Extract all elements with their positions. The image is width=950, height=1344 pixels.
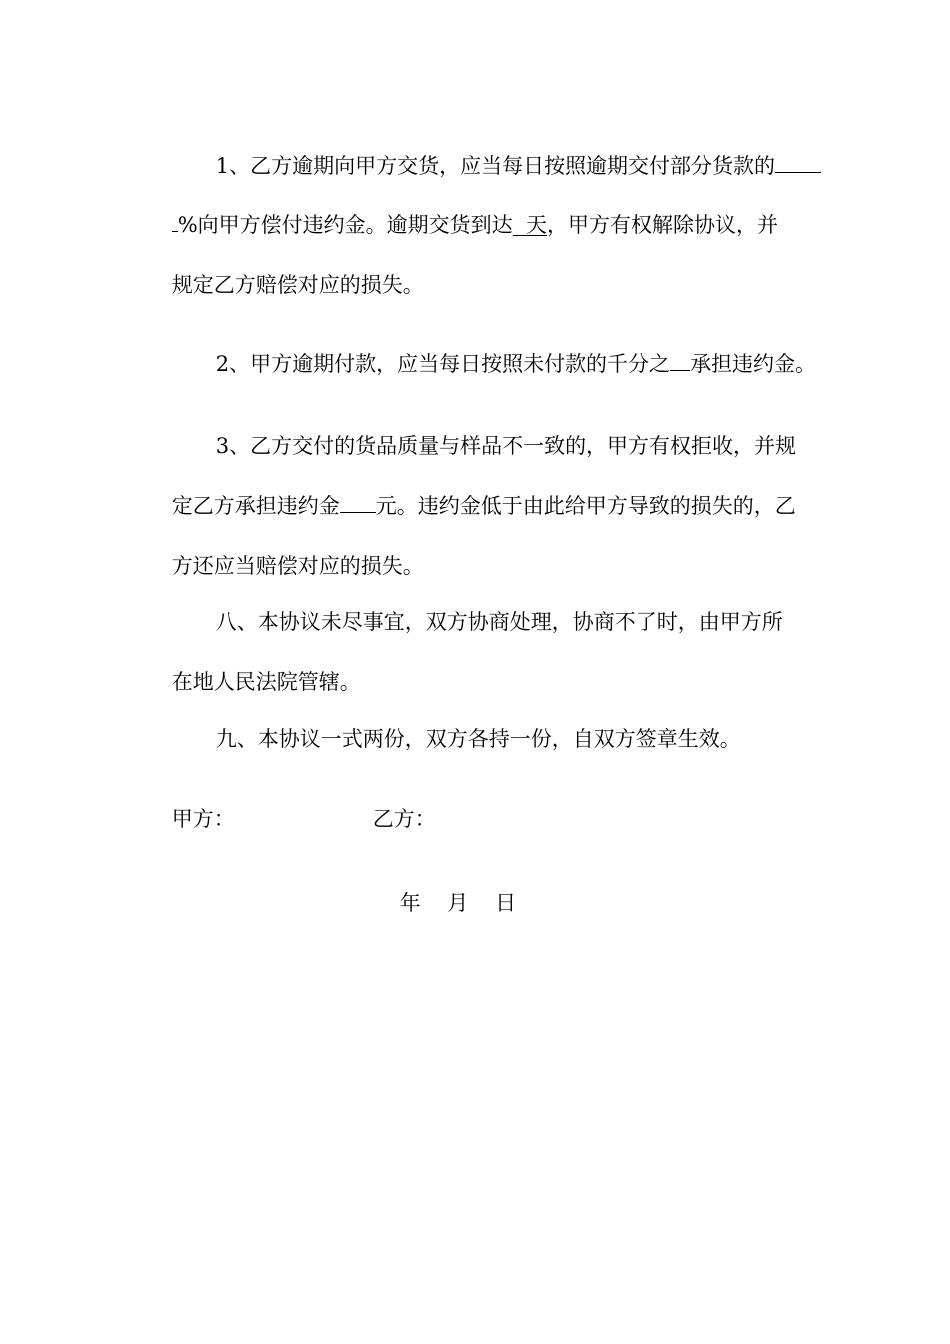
clause-9 xyxy=(189,697,741,751)
clause-1-line-1 xyxy=(189,124,821,178)
clause-2-text: 2、甲方逾期付款，应当每日按照未付款的千分之 xyxy=(215,352,671,376)
clause-1-line-2-text: %向甲方偿付违约金。逾期交货到达 xyxy=(177,213,513,237)
date-label: 年 月 日 xyxy=(399,891,517,915)
clause-9-text: 九、本协议一式两份，双方各持一份，自双方签章生效。 xyxy=(215,727,741,751)
clause-1-text: 1、乙方逾期向甲方交货，应当每日按照逾期交付部分货款的 xyxy=(215,154,776,178)
clause-3-line-3-text: 方还应当赔偿对应的损失。 xyxy=(171,554,424,578)
party-a-label: 甲方： xyxy=(171,807,235,831)
blank-penalty-amount xyxy=(340,492,376,513)
signing-date xyxy=(373,861,517,915)
clause-1-line-2-rest: ，甲方有权解除协议，并 xyxy=(547,213,779,237)
clause-3-line-2 xyxy=(145,464,796,518)
clause-8-text: 八、本协议未尽事宜，双方协商处理，协商不了时，由甲方所 xyxy=(215,610,783,634)
clause-3-line-2-text: 定乙方承担违约金 xyxy=(171,494,340,518)
clause-1-line-2 xyxy=(145,183,779,237)
clause-8-line-2 xyxy=(145,640,361,694)
clause-1-line-3 xyxy=(145,243,424,297)
blank-permille xyxy=(670,350,690,371)
clause-3-text: 3、乙方交付的货品质量与样品不一致的，甲方有权拒收，并规 xyxy=(215,434,797,458)
clause-3-line-2-rest: 元。违约金低于由此给甲方导致的损失的，乙 xyxy=(375,494,796,518)
party-a-signature-label xyxy=(145,777,235,831)
party-b-label: 乙方： xyxy=(372,807,436,831)
clause-3-line-3 xyxy=(145,524,424,578)
blank-percent xyxy=(775,152,821,173)
clause-2 xyxy=(189,322,817,376)
clause-2-rest: 承担违约金。 xyxy=(690,352,817,376)
clause-8-line-2-text: 在地人民法院管辖。 xyxy=(171,670,361,694)
clause-3-line-1 xyxy=(189,404,797,458)
clause-8-line-1 xyxy=(189,580,783,634)
party-b-signature-label xyxy=(346,777,436,831)
clause-1-line-3-text: 规定乙方赔偿对应的损失。 xyxy=(171,273,424,297)
overdue-days-blank: 天 xyxy=(512,213,548,237)
